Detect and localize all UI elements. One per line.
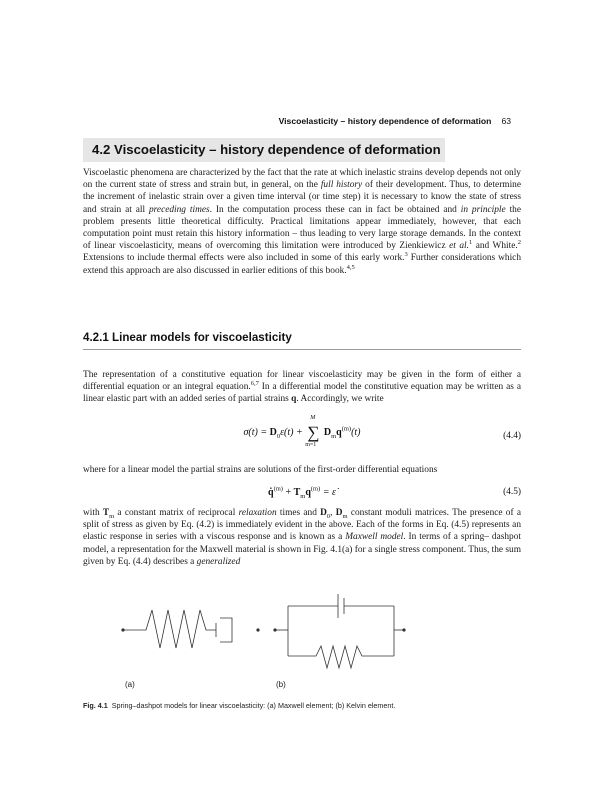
spring-zigzag [123,610,216,648]
emphasis: full history [320,180,363,191]
citation-ref: 4,5 [346,263,355,271]
text-line: with [83,508,103,518]
subsection-heading [83,331,292,344]
eq-symbol: q̇ [268,487,274,498]
text-line: series of partial strains [204,394,292,405]
text-line: Further considerations which extend this approach are also discussed [83,253,521,276]
math-subscript: 0 [326,512,331,520]
page-number: 63 [501,116,511,126]
running-head-title: Viscoelasticity – history dependence of deformation [278,116,492,126]
eq-operator: + [282,487,294,498]
emphasis: et al. [449,241,469,252]
equation-4-4 [83,415,521,456]
kelvin-element-diagram [273,594,405,668]
text-line: be obtained and [394,204,461,215]
paragraph-partial-strains [83,464,521,476]
eq-symbol: q [336,426,342,438]
text-line: equations [401,465,438,475]
text-line: the problem presents little theoretical difficulty. Practical [83,204,521,227]
sum-lower-limit: m=1 [305,442,317,448]
text-line: , [330,508,336,518]
text-line: this early work. [344,253,405,264]
eq-symbol: T [293,487,301,498]
paragraph-maxwell [83,507,521,568]
equation-number: (4.4) [503,431,521,441]
citation-ref: 1 [468,239,473,247]
subsection-number: 4.2.1 [83,331,109,344]
figure-label-a: (a) [125,680,135,689]
eq-symbol: D [269,426,277,438]
eq-term: ε(t) + [280,426,306,438]
text-line: . In terms of a spring– [403,532,489,543]
eq-superscript: (m) [341,425,352,433]
text-line: times and [276,508,321,518]
spring-zigzag [288,646,394,668]
section-heading [92,142,441,157]
text-line: a single stress component. Thus, the sum given by Eq. (4.4) describes a [83,544,521,567]
emphasis: relaxation [238,508,277,518]
text-line: of their development. Thus, to determine the increment of inelastic [83,180,521,203]
subsection-divider [83,349,521,350]
citation-ref: 3 [404,251,408,259]
eq-superscript: (m) [273,485,283,493]
maxwell-element-diagram [121,610,232,648]
figure-4-1 [108,590,418,689]
math-subscript: m [109,512,115,520]
text-line: in the form of either a differential equation or an integral equation. [83,370,521,393]
text-line: Extensions to include thermal effects were also included in some of [83,253,342,264]
text-line: strain over a given time interval (or time step) it is necessary to know the state of [182,192,498,203]
math-symbol: D [320,508,327,518]
citation-ref: 2 [517,239,521,247]
text-line: constant moduli [347,508,412,518]
equation-number: (4.5) [503,487,521,497]
math-symbol: D [335,508,343,518]
text-line: Viscoelastic phenomena are characterized by the fact that the rate at which inelastic [83,168,396,178]
emphasis: Maxwell model [345,532,404,543]
text-line: a constant matrix of reciprocal [114,508,239,518]
emphasis: preceding times [148,204,210,215]
eq-symbol: D [323,426,332,438]
figure-label-b: (b) [276,680,286,689]
citation-ref: 6,7 [250,380,259,388]
equation-body [83,415,521,448]
text-line: strains develop depends not only on the current state of stress and strain but, in general, [83,168,521,191]
eq-subscript: 0 [276,432,281,440]
text-line: In a differential [258,382,321,393]
emphasis: generalized [196,556,241,567]
summation-sign: ∑ M m=1 [305,415,320,448]
text-line: with a viscous response and is known as a [179,532,346,543]
terminal-node [402,628,405,631]
math-subscript: m [342,512,348,520]
text-line: limitations appear immediately, however, that each computation point must retain this [83,216,521,240]
eq-superscript: (m) [310,485,321,493]
terminal-node [256,628,259,631]
text-line: . Accordingly, we write [296,394,384,405]
sum-upper-limit: M [310,415,316,421]
text-line: where for a linear model the partial strains are solutions of the first-order differential [83,465,400,475]
text-line: matrices. The presence of a split of stress as given by Eq. (4.2) is immediately evident [83,508,521,531]
text-line: stress and strain at all [83,192,522,215]
eq-term: (t) [351,426,361,438]
text-line: on the [294,180,321,191]
text-line: in the above. Each of the forms in Eq. (4.5) represents an elastic response in series [83,520,522,543]
text-line: history information – thus leading to very large storage demands. In the context of linear [83,229,522,252]
eq-symbol: q [305,487,311,498]
caption-text: Spring–dashpot models for linear viscoelasticity: (a) Maxwell element; (b) Kelvin element. [111,701,396,710]
equation-body [83,487,521,498]
dashpot-cylinder [220,618,232,642]
section-number: 4.2 [92,142,111,157]
eq-lhs: σ(t) = [243,426,270,438]
caption-label: Fig. 4.1 [83,701,108,710]
equation-4-5 [83,487,521,503]
text-line: in earlier editions of this book. [231,265,347,276]
paragraph-intro [83,167,521,277]
eq-subscript: m [331,432,337,440]
emphasis: in principle [460,204,506,215]
running-head [279,116,511,126]
eq-rhs: = ε̇ [320,487,336,498]
math-symbol: T [102,508,110,518]
text-line: dashpot model, a representation for the Maxwell material is shown in Fig. 4.1(a) for [83,532,521,555]
text-line: viscoelasticity, means of overcoming this limitation were introduced by Zienkiewicz [119,241,446,252]
text-line: . In the computation process these can in fact [209,204,391,215]
section-title: Viscoelasticity – history dependence of deformation [114,142,441,157]
text-line: model the constitutive equation may be written as a linear elastic part with an added [83,382,521,405]
subsection-title: Linear models for viscoelasticity [112,331,292,344]
paragraph-representation [83,369,521,406]
figure-svg [108,590,418,680]
text-line: The representation of a constitutive equation for linear viscoelasticity may be given [83,370,423,380]
figure-caption [83,701,521,710]
eq-subscript: m [300,493,306,500]
math-symbol: q [291,394,297,405]
text-line: and White. [472,241,518,252]
